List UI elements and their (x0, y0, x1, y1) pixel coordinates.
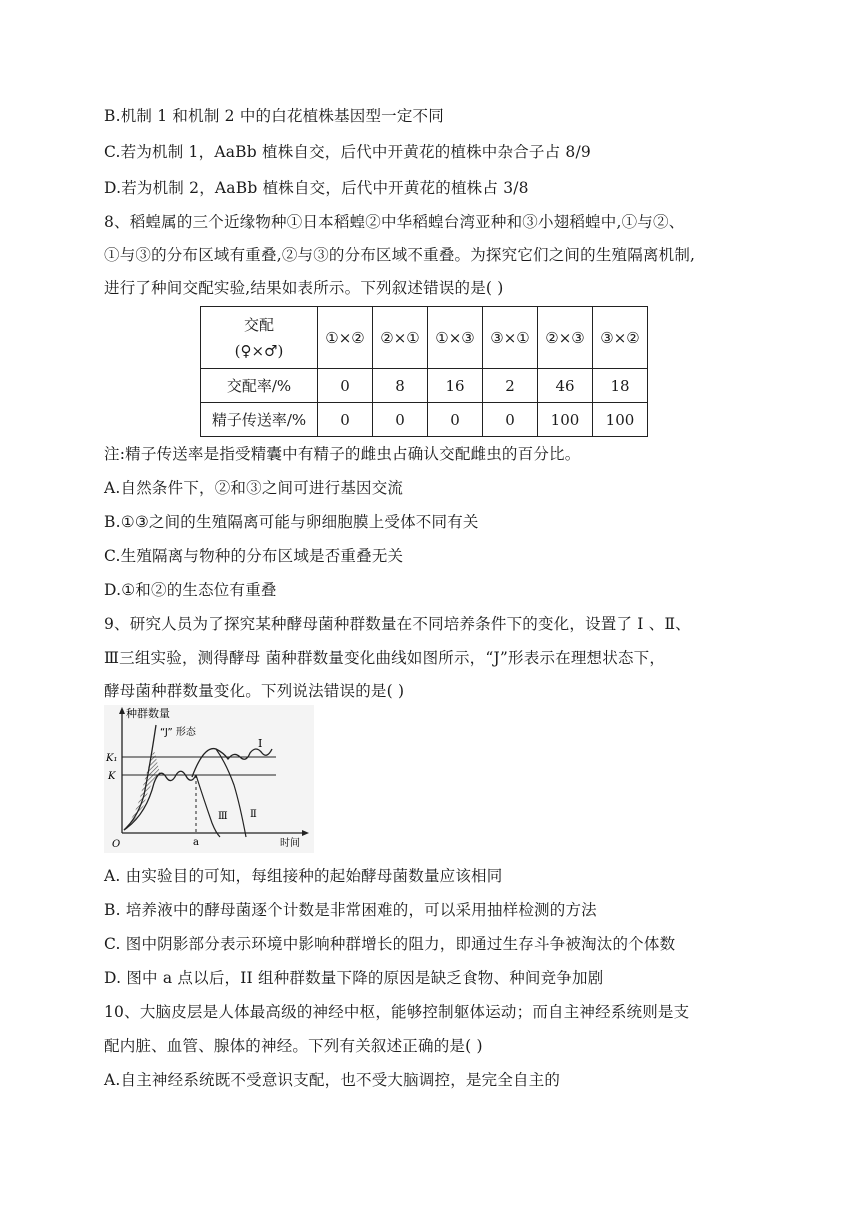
table-col-header: ②×③ (538, 307, 593, 369)
j-curve-label: “J” 形态 (160, 727, 196, 738)
table-cell: 100 (538, 403, 593, 437)
option-a-q10: A.自主神经系统既不受意识支配，也不受大脑调控，是完全自主的 (104, 1071, 561, 1089)
table-cell: 0 (318, 403, 373, 437)
option-c-q7: C.若为机制 1，AaBb 植株自交，后代中开黄花的植株中杂合子占 8/9 (104, 143, 591, 161)
table-cell: 8 (373, 369, 428, 403)
question-10-stem-2: 配内脏、血管、腺体的神经。下列有关叙述正确的是( ) (104, 1037, 483, 1055)
table-note: 注:精子传送率是指受精囊中有精子的雌虫占确认交配雌虫的百分比。 (104, 445, 581, 463)
y-axis-label: 种群数量 (126, 707, 170, 720)
table-row (201, 369, 648, 403)
curve-i-label: I (258, 737, 263, 750)
table-cell: 0 (483, 403, 538, 437)
table-cell: 0 (318, 369, 373, 403)
option-c-q8: C.生殖隔离与物种的分布区域是否重叠无关 (104, 547, 404, 565)
question-9-stem-3: 酵母菌种群数量变化。下列说法错误的是( ) (104, 682, 405, 700)
question-9-stem-2: Ⅲ三组实验，测得酵母 菌种群数量变化曲线如图所示，“J”形表示在理想状态下， (104, 649, 666, 667)
mating-table (200, 306, 648, 437)
row-label: 精子传送率/% (201, 403, 318, 437)
a-point-label: a (193, 837, 199, 848)
curve-ii-label: Ⅱ (250, 809, 257, 820)
option-d-q9: D. 图中 a 点以后，II 组种群数量下降的原因是缺乏食物、种间竞争加剧 (104, 969, 604, 987)
option-b-q9: B. 培养液中的酵母菌逐个计数是非常困难的，可以采用抽样检测的方法 (104, 901, 597, 919)
question-8-stem-3: 进行了种间交配实验,结果如表所示。下列叙述错误的是( ) (104, 279, 504, 297)
k1-label: K₁ (106, 753, 118, 764)
option-a-q8: A.自然条件下，②和③之间可进行基因交流 (104, 479, 404, 497)
curve-iii-label: Ⅲ (218, 811, 228, 822)
table-col-header: ③×① (483, 307, 538, 369)
figure-background (104, 705, 314, 853)
table-cell: 0 (373, 403, 428, 437)
table-cell: 16 (428, 369, 483, 403)
table-cell: 46 (538, 369, 593, 403)
table-col-header: ①×② (318, 307, 373, 369)
table-col-header: ②×① (373, 307, 428, 369)
row-label: 交配率/% (201, 369, 318, 403)
origin-label: O (112, 839, 121, 850)
population-curve-svg (104, 705, 314, 853)
table-row (201, 403, 648, 437)
x-axis-label: 时间 (280, 838, 300, 849)
question-10-stem-1: 10、大脑皮层是人体最高级的神经中枢，能够控制躯体运动；而自主神经系统则是支 (104, 1003, 690, 1021)
option-b-q7: B.机制 1 和机制 2 中的白花植株基因型一定不同 (104, 107, 444, 125)
option-a-q9: A. 由实验目的可知，每组接种的起始酵母菌数量应该相同 (104, 867, 503, 885)
table-cell: 0 (428, 403, 483, 437)
table-cell: 2 (483, 369, 538, 403)
question-8-stem-1: 8、稻蝗属的三个近缘物种①日本稻蝗②中华稻蝗台湾亚种和③小翅稻蝗中,①与②、 (104, 213, 685, 231)
population-curve-figure (104, 705, 314, 853)
question-8-stem-2: ①与③的分布区域有重叠,②与③的分布区域不重叠。为探究它们之间的生殖隔离机制, (104, 246, 696, 264)
question-9-stem-1: 9、研究人员为了探究某种酵母菌种群数量在不同培养条件下的变化，设置了 I 、Ⅱ、 (104, 615, 691, 633)
option-b-q8: B.①③之间的生殖隔离可能与卵细胞膜上受体不同有关 (104, 513, 479, 531)
table-col-header: ③×② (593, 307, 648, 369)
table-cell: 100 (593, 403, 648, 437)
option-d-q8: D.①和②的生态位有重叠 (104, 581, 277, 599)
table-col-header: ①×③ (428, 307, 483, 369)
k-label: K (108, 771, 116, 782)
table-header-label: 交配 (♀×♂) (201, 307, 318, 369)
option-c-q9: C. 图中阴影部分表示环境中影响种群增长的阻力，即通过生存斗争被淘汰的个体数 (104, 935, 676, 953)
option-d-q7: D.若为机制 2，AaBb 植株自交，后代中开黄花的植株占 3/8 (104, 179, 529, 197)
table-cell: 18 (593, 369, 648, 403)
